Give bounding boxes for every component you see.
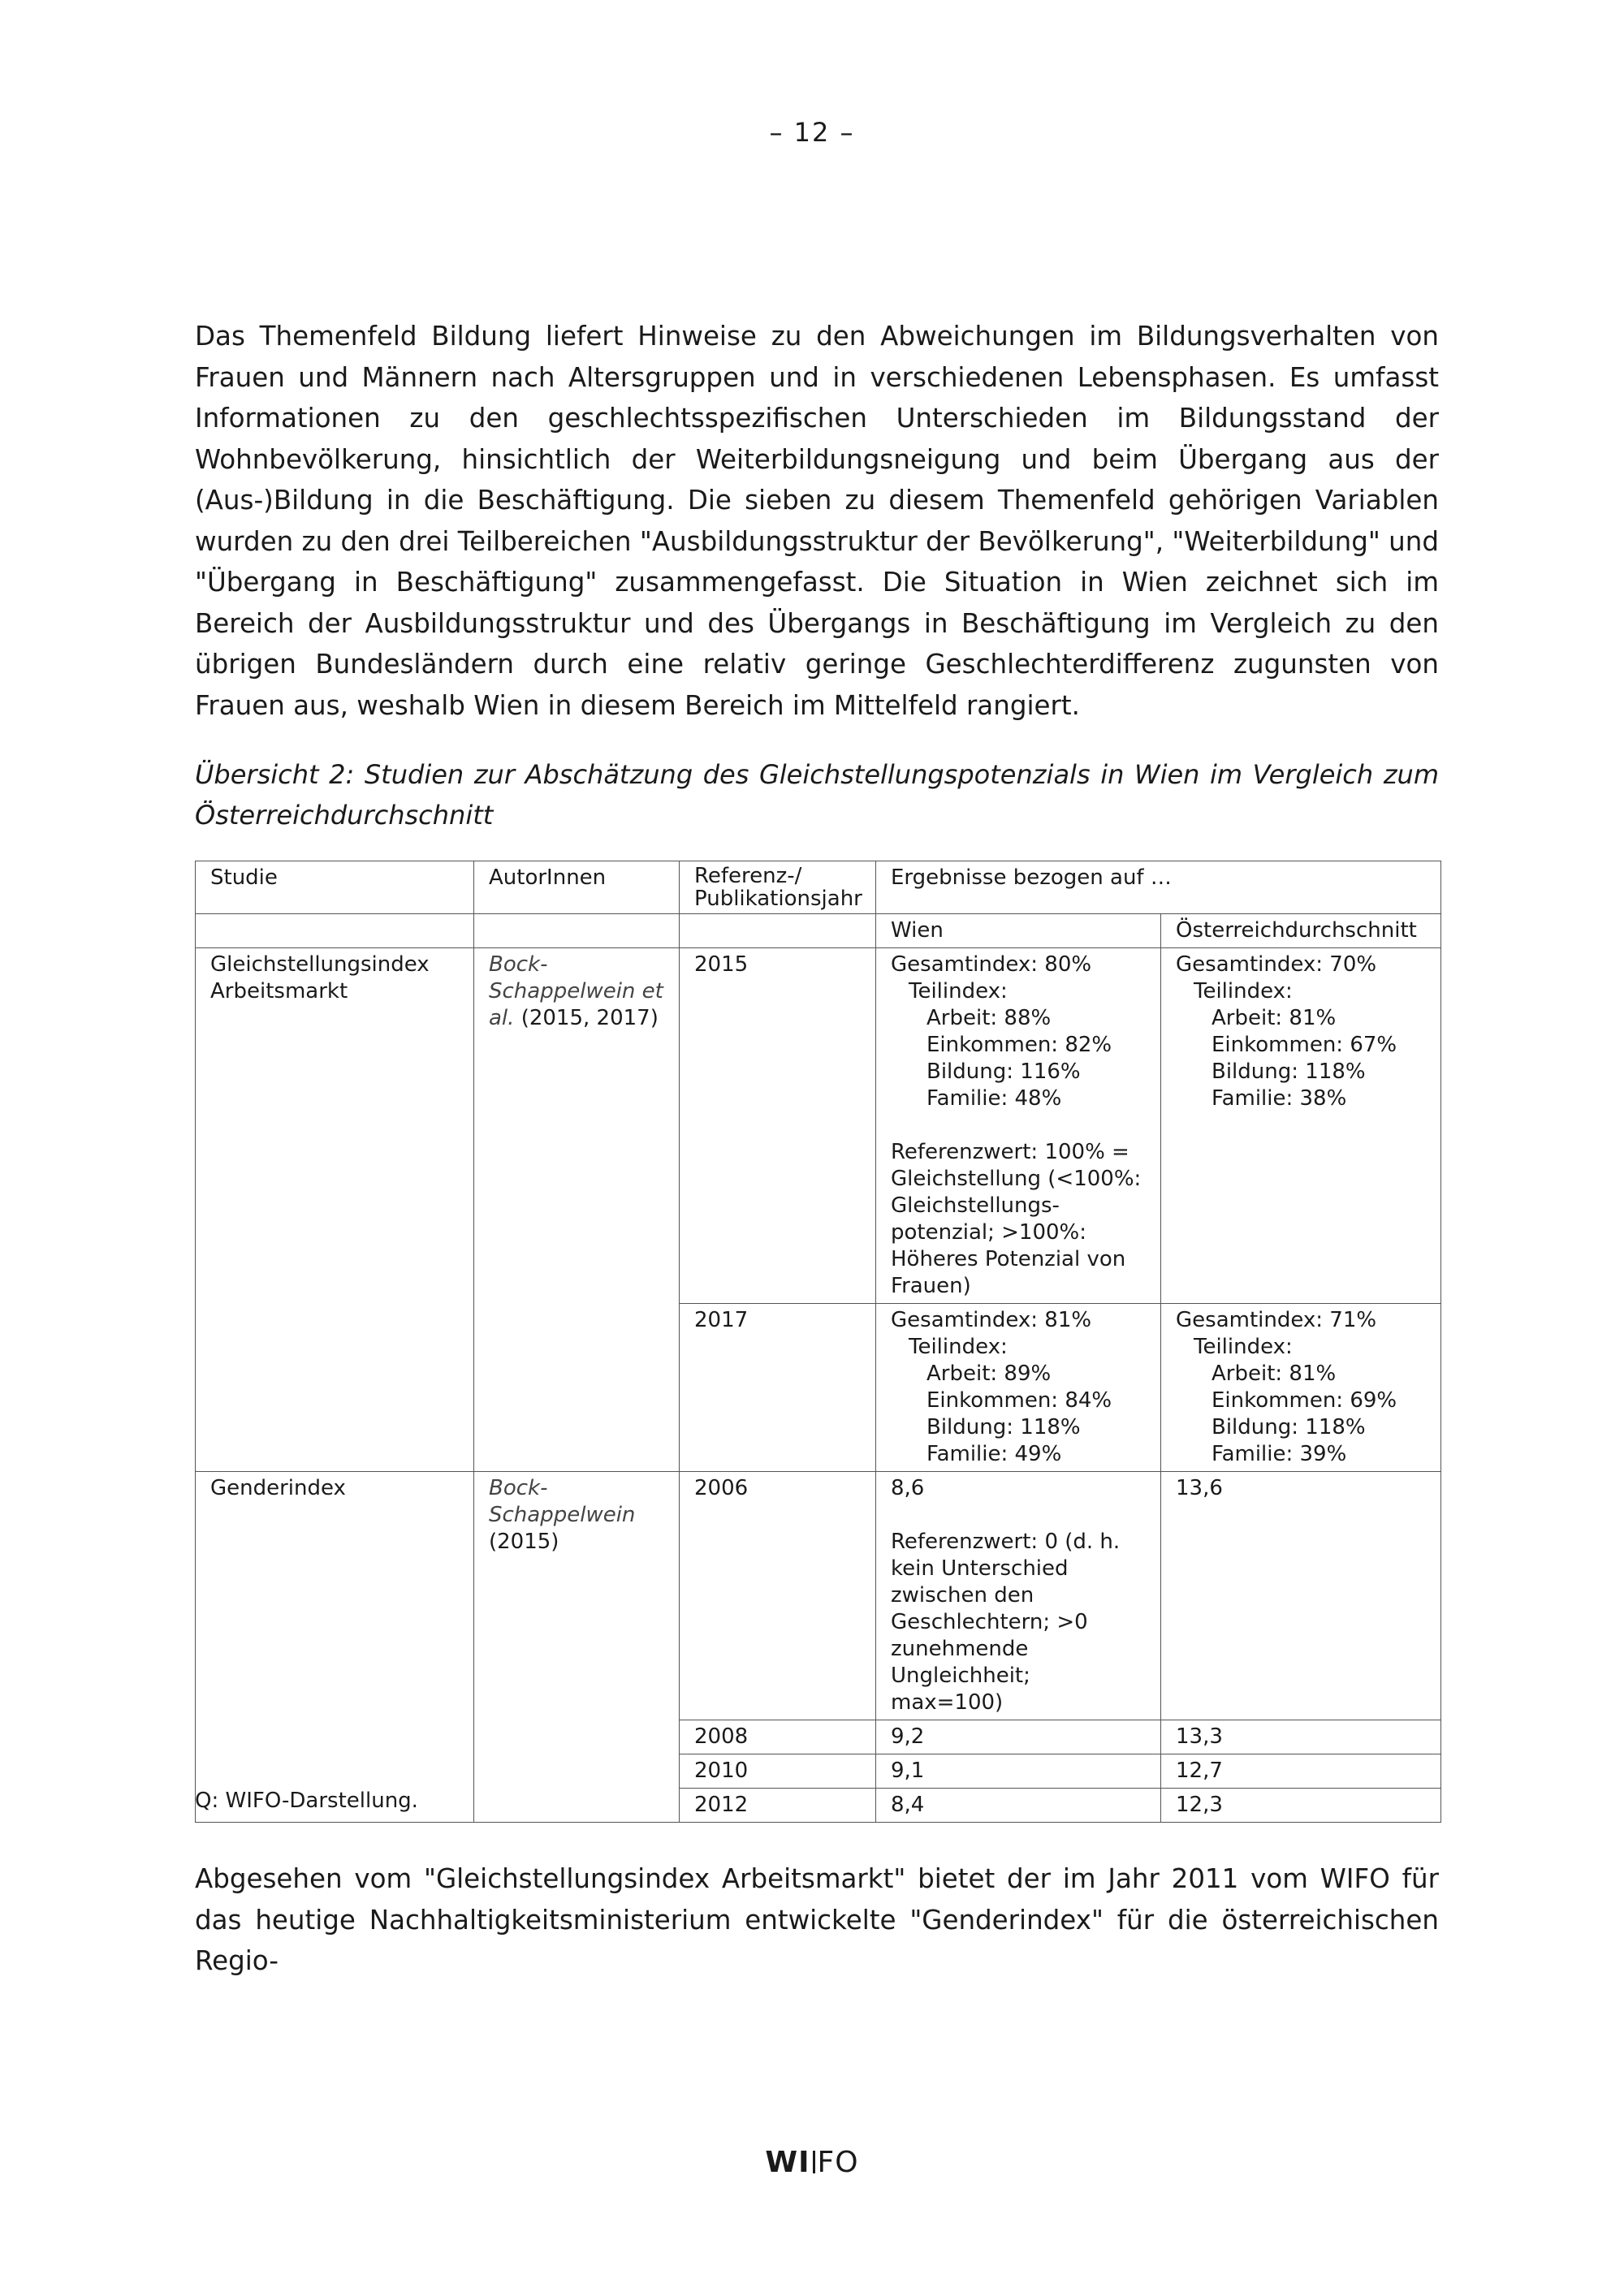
year-cell: 2012: [680, 1789, 876, 1823]
oesterreich-cell: Gesamtindex: 70% Teilindex: Arbeit: 81% Einkommen: 67% Bildung: 118% Familie: 38%: [1161, 948, 1441, 1304]
header-studie: Studie: [196, 861, 474, 914]
oesterreich-cell: 12,7: [1161, 1754, 1441, 1789]
oesterreich-cell: 12,3: [1161, 1789, 1441, 1823]
page-number: – 12 –: [769, 117, 855, 148]
body-paragraph-1: Das Themenfeld Bildung liefert Hinweise zu den Abweichungen im Bildungsverhalten von Frauen und Männern nach Altersgruppen und in verschiedenen Lebensphasen. Es umfasst Informationen zu den geschlechtsspezifischen Unterschieden im Bildungsstand der Wohnbevölkerung, hinsichtlich der Weiterbildungsneigung und beim Übergang aus der (Aus-)Bildung in die Beschäftigung. Die sieben zu diesem Themenfeld gehörigen Variablen wurden zu den drei Teilbereichen "Ausbildungsstruktur der Bevölkerung", "Weiterbildung" und "Übergang in Beschäftigung" zusammengefasst. Die Situation in Wien zeichnet sich im Bereich der Ausbildungsstruktur und des Übergangs in Beschäftigung im Vergleich zu den übrigen Bundesländern durch eine relativ geringe Geschlechterdifferenz zugunsten von Frauen aus, weshalb Wien in diesem Bereich im Mittelfeld rangiert.: [195, 321, 1439, 721]
wien-cell: Gesamtindex: 81% Teilindex: Arbeit: 89% Einkommen: 84% Bildung: 118% Familie: 49%: [876, 1304, 1161, 1472]
reference-note: Referenzwert: 100% = Gleichstellung (<100%: Gleichstellungs-potenzial; >100%: Höheres Potenzial von Frauen): [891, 1140, 1142, 1298]
header-ergebnisse: Ergebnisse bezogen auf …: [876, 861, 1441, 914]
study-authors: Bock-Schappelwein (2015): [474, 1472, 680, 1823]
wien-cell: 8,6 Referenzwert: 0 (d. h. kein Unterschied zwischen den Geschlechtern; >0 zunehmende Ungleichheit; max=100): [876, 1472, 1161, 1720]
wien-cell: 8,4: [876, 1789, 1161, 1823]
header-jahr: Referenz-/ Publikationsjahr: [680, 861, 876, 914]
year-cell: 2006: [680, 1472, 876, 1720]
study-authors: Bock-Schappelwein et al. (2015, 2017): [474, 948, 680, 1472]
year-cell: 2010: [680, 1754, 876, 1789]
oesterreich-cell: 13,6: [1161, 1472, 1441, 1720]
wien-cell: Gesamtindex: 80% Teilindex: Arbeit: 88% Einkommen: 82% Bildung: 116% Familie: 48% Referenzwert: 100% = Gleichstellung (<100%: Gleichstellungs-potenzial; >100%: Höheres Potenzial von Frauen): [876, 948, 1161, 1304]
table-header-row: [196, 861, 1441, 914]
year-cell: 2008: [680, 1720, 876, 1754]
reference-note: Referenzwert: 0 (d. h. kein Unterschied zwischen den Geschlechtern; >0 zunehmende Ungleichheit; max=100): [891, 1530, 1121, 1715]
study-name: Gleichstellungsindex Arbeitsmarkt: [196, 948, 474, 1472]
wien-cell: 9,1: [876, 1754, 1161, 1789]
table-row: [196, 1472, 1441, 1720]
wifo-logo: WI FO: [765, 2146, 859, 2179]
year-cell: 2017: [680, 1304, 876, 1472]
oesterreich-cell: 13,3: [1161, 1720, 1441, 1754]
source-note: Q: WIFO-Darstellung.: [195, 1789, 418, 1813]
body-paragraph-2: Abgesehen vom "Gleichstellungsindex Arbeitsmarkt" bietet der im Jahr 2011 vom WIFO für das heutige Nachhaltigkeitsministerium entwickelte "Genderindex" für die österreichischen Regio-: [195, 1863, 1439, 1976]
table-row: [196, 948, 1441, 1304]
year-cell: 2015: [680, 948, 876, 1304]
header-wien: Wien: [876, 914, 1161, 948]
study-name: Genderindex: [196, 1472, 474, 1823]
wien-cell: 9,2: [876, 1720, 1161, 1754]
header-autorinnen: AutorInnen: [474, 861, 680, 914]
table-caption: Übersicht 2: Studien zur Abschätzung des Gleichstellungspotenzials in Wien im Vergleich zum Österreichdurchschnitt: [195, 759, 1439, 831]
table-subheader-row: [196, 914, 1441, 948]
header-oesterreich: Österreichdurchschnitt: [1161, 914, 1441, 948]
studies-table: [195, 861, 1441, 1823]
oesterreich-cell: Gesamtindex: 71% Teilindex: Arbeit: 81% Einkommen: 69% Bildung: 118% Familie: 39%: [1161, 1304, 1441, 1472]
